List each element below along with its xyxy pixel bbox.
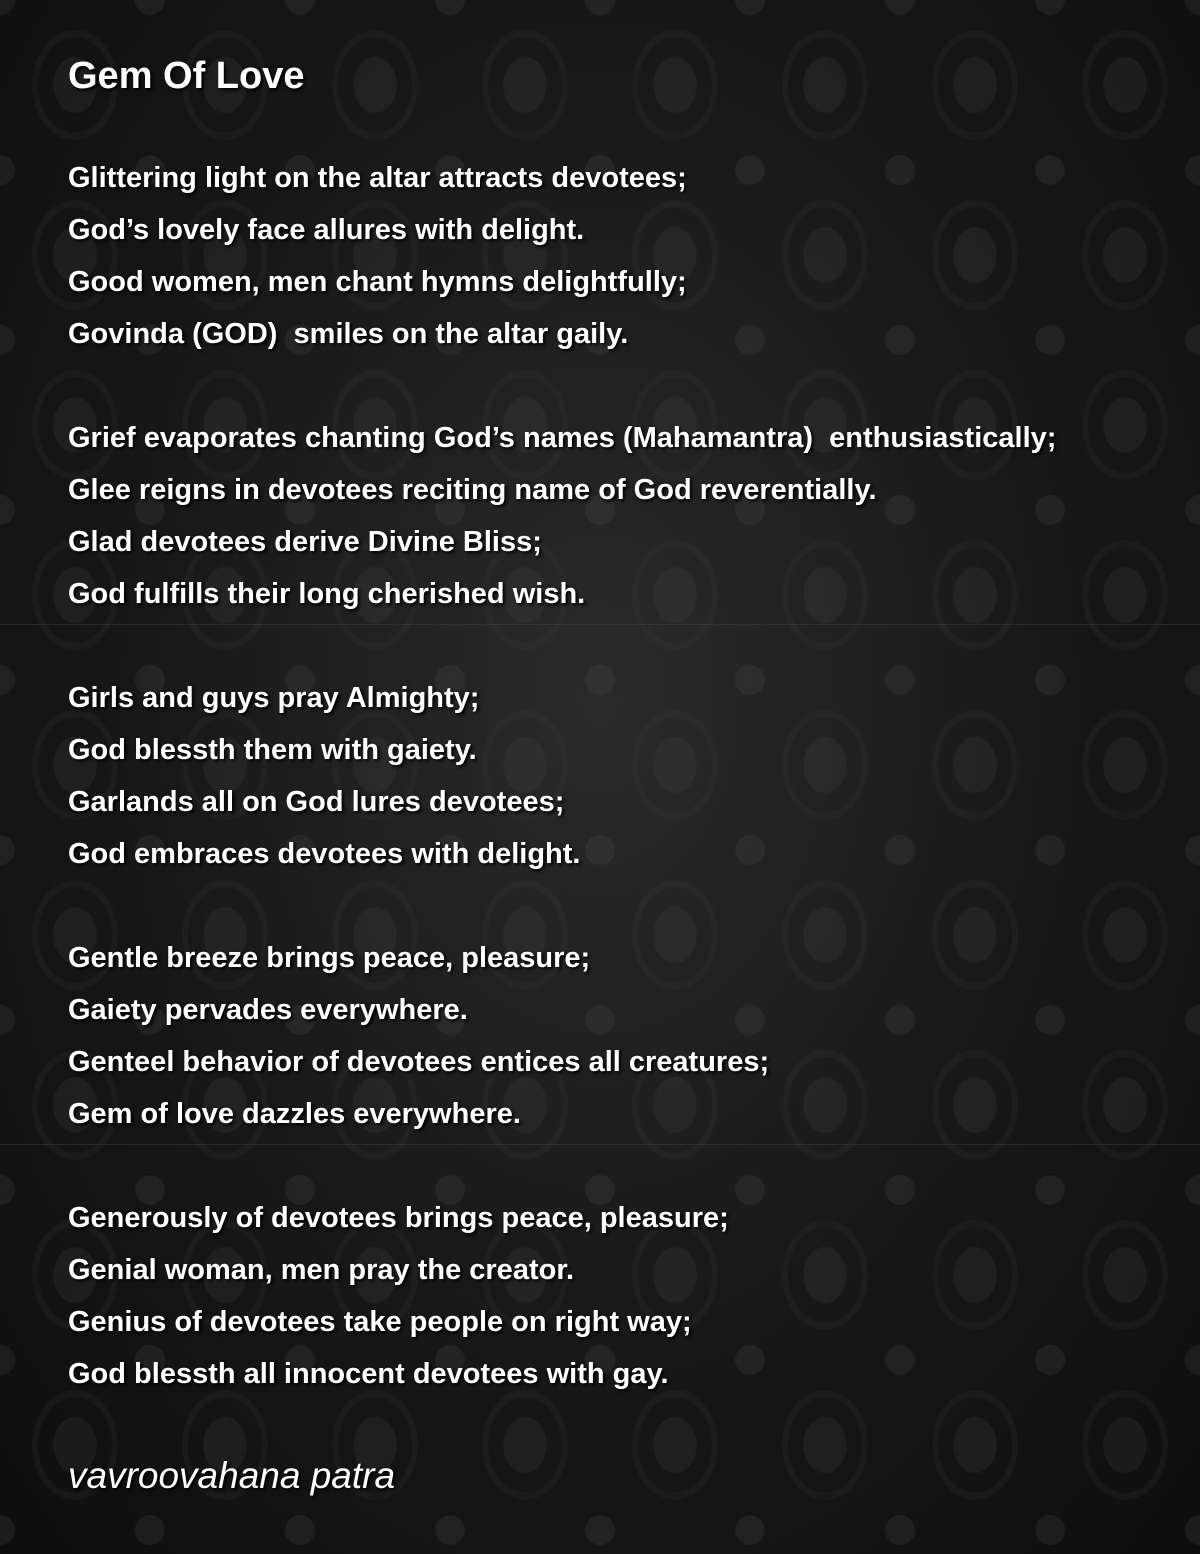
poem-line: Generously of devotees brings peace, pleasure; [68,1202,729,1234]
poem-card [68,52,1188,1452]
poem-line: Genteel behavior of devotees entices all creatures; [68,1046,770,1078]
stanza-5 [68,1192,1188,1400]
poem-line: God blessth them with gaiety. [68,734,477,766]
poem-body [68,152,1188,1400]
stanza-2 [68,412,1188,620]
poem-line: Gentle breeze brings peace, pleasure; [68,942,591,974]
poem-line: Grief evaporates chanting God’s names (Mahamantra) enthusiastically; [68,422,1057,454]
poem-title: Gem Of Love [68,55,305,97]
poem-line: God’s lovely face allures with delight. [68,214,585,246]
poem-line: Girls and guys pray Almighty; [68,682,480,714]
stanza-4 [68,932,1188,1140]
poem-line: God embraces devotees with delight. [68,838,581,870]
poem-line: Gem of love dazzles everywhere. [68,1098,521,1130]
poem-line: Glee reigns in devotees reciting name of God reverentially. [68,474,877,506]
poem-line: God blessth all innocent devotees with gay. [68,1358,669,1390]
stanza-1 [68,152,1188,360]
stanza-3 [68,672,1188,880]
poem-line: God fulfills their long cherished wish. [68,578,586,610]
poem-author: vavroovahana patra [68,1455,396,1496]
poem-line: Good women, men chant hymns delightfully; [68,266,687,298]
poem-line: Govinda (GOD) smiles on the altar gaily. [68,318,629,350]
poem-line: Genial woman, men pray the creator. [68,1254,575,1286]
poem-line: Glittering light on the altar attracts devotees; [68,162,687,194]
poem-line: Gaiety pervades everywhere. [68,994,468,1026]
poem-line: Glad devotees derive Divine Bliss; [68,526,542,558]
poem-line: Garlands all on God lures devotees; [68,786,565,818]
poem-line: Genius of devotees take people on right way; [68,1306,692,1338]
